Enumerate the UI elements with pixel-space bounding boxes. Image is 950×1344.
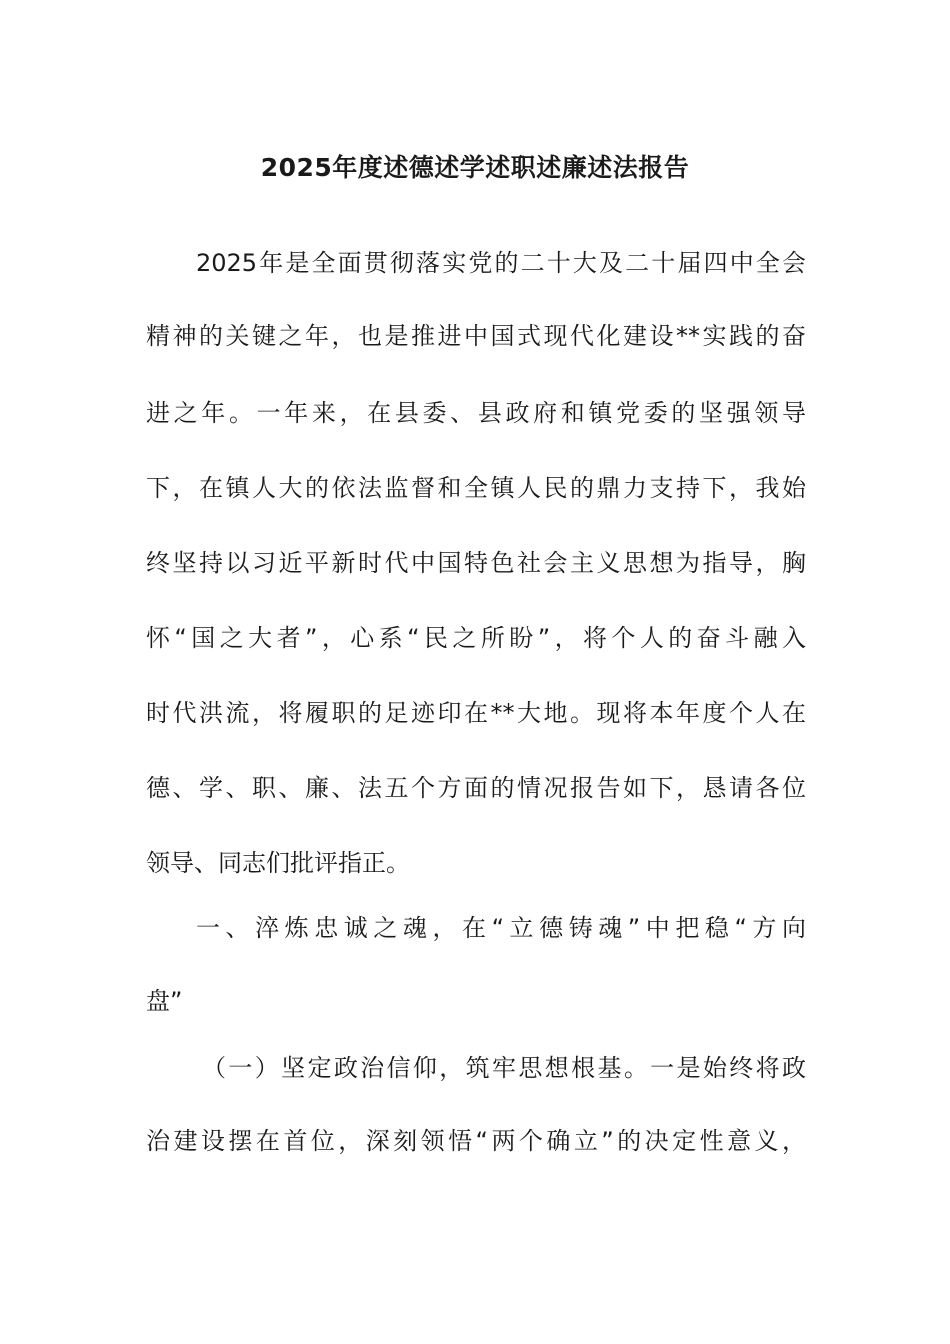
paragraph-line: 领导、同志们批评指正。: [146, 849, 410, 877]
paragraph-line: 终坚持以习近平新时代中国特色社会主义思想为指导，胸: [146, 549, 806, 577]
section-heading-line: 盘”: [146, 987, 183, 1015]
document-title: 2025年度述德述学述职述廉述法报告: [260, 153, 690, 182]
paragraph-line: 精神的关键之年，也是推进中国式现代化建设**实践的奋: [146, 322, 806, 350]
paragraph-line: 进之年。一年来，在县委、县政府和镇党委的坚强领导: [146, 399, 806, 427]
paragraph-line: 德、学、职、廉、法五个方面的情况报告如下，恳请各位: [146, 774, 806, 802]
paragraph-line: 时代洪流，将履职的足迹印在**大地。现将本年度个人在: [146, 699, 806, 727]
paragraph-line: 下，在镇人大的依法监督和全镇人民的鼎力支持下，我始: [146, 474, 806, 502]
paragraph-line: 怀“国之大者”，心系“民之所盼”，将个人的奋斗融入: [146, 624, 806, 652]
section-heading-line: 一、淬炼忠诚之魂，在“立德铸魂”中把稳“方向: [196, 914, 806, 942]
paragraph-line: 2025年是全面贯彻落实党的二十大及二十届四中全会: [196, 249, 806, 277]
subsection-line: （一）坚定政治信仰，筑牢思想根基。一是始终将政: [202, 1054, 806, 1082]
paragraph-line: 治建设摆在首位，深刻领悟“两个确立”的决定性意义，: [146, 1127, 806, 1155]
